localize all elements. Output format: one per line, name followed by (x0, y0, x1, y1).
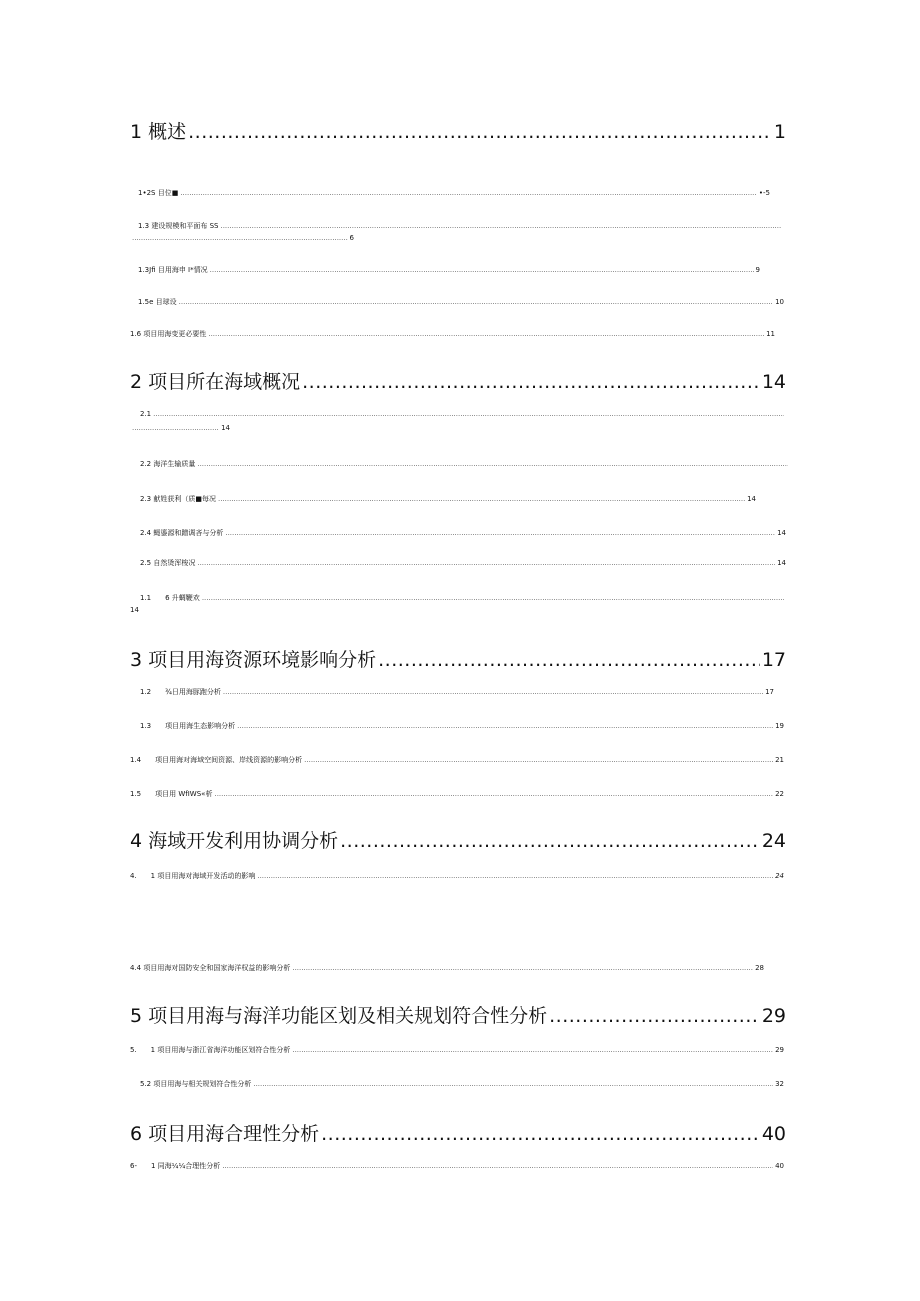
toc-section-3-2[interactable] (140, 687, 774, 697)
dot-leader (549, 1005, 760, 1027)
toc-section-3-4[interactable] (130, 755, 784, 765)
toc-section-3-5[interactable] (130, 789, 784, 799)
dot-leader (222, 1162, 773, 1170)
toc-section-label: 1•2S 目位■ (138, 189, 179, 197)
toc-chapter-label: 5 项目用海与海洋功能区划及相关规划符合性分析 (130, 1005, 548, 1027)
toc-section-4-4[interactable] (130, 963, 764, 973)
dot-leader (223, 688, 763, 696)
toc-chapter-1[interactable] (130, 117, 786, 144)
toc-section-label: 5.2 项目用海与相关规划符合性分析 (140, 1080, 252, 1088)
dot-leader (202, 594, 784, 602)
toc-page-number: 19 (775, 722, 784, 730)
toc-section-label: 1.4 项目用海对海域空间资源、岸线资源的影响分析 (130, 756, 303, 764)
dot-leader (132, 234, 348, 242)
dot-leader (340, 830, 760, 852)
dot-leader (225, 529, 775, 537)
toc-section-label: 1.6 项目用海变更必要性 (130, 330, 207, 338)
toc-section-6-1[interactable] (130, 1161, 784, 1171)
toc-section-label: 1.3 项目用海生态影响分析 (140, 722, 236, 730)
dot-leader (153, 410, 784, 418)
toc-section-label: 1.2 ¾日用海豚跑分析 (140, 688, 221, 696)
toc-chapter-4[interactable] (130, 826, 786, 853)
toc-page-number: 28 (755, 964, 764, 972)
toc-chapter-label: 4 海域开发利用协调分析 (130, 830, 339, 852)
toc-section-label: 1.1 6 升蜩鞭欢 (140, 594, 200, 602)
toc-section-label: 1.5e 目球设 (138, 298, 177, 306)
dot-leader (292, 964, 753, 972)
dot-leader (220, 222, 782, 230)
toc-section-4-1[interactable] (130, 871, 784, 881)
toc-page-number: 40 (761, 1123, 786, 1145)
toc-page-number: 1 (773, 121, 786, 143)
dot-leader (257, 872, 773, 880)
toc-section-2-3[interactable] (140, 494, 756, 504)
toc-page-number: 22 (775, 790, 784, 798)
toc-section-2-6-cont[interactable] (130, 606, 160, 614)
toc-chapter-label: 3 项目用海资源环境影响分析 (130, 649, 377, 671)
dot-leader (302, 371, 760, 393)
dot-leader (208, 330, 764, 338)
toc-chapter-3[interactable] (130, 645, 786, 672)
toc-section-2-1[interactable] (140, 410, 786, 418)
toc-section-1-2[interactable] (138, 188, 770, 198)
toc-section-label: 2.3 献姓获利（质■每况 (140, 495, 216, 503)
dot-leader (214, 790, 773, 798)
toc-chapter-2[interactable] (130, 367, 786, 394)
toc-chapter-6[interactable] (130, 1119, 786, 1146)
toc-section-1-5[interactable] (138, 297, 784, 307)
toc-chapter-label: 6 项目用海合理性分析 (130, 1123, 320, 1145)
toc-page-number: 6 (349, 234, 354, 242)
toc-page-number: 17 (761, 649, 786, 671)
dot-leader (179, 298, 773, 306)
toc-section-1-6[interactable] (130, 329, 775, 339)
toc-section-2-6[interactable] (140, 593, 786, 603)
toc-page-number: 14 (777, 529, 786, 537)
toc-section-label: 4. 1 项目用海对海域开发活动的影响 (130, 872, 256, 880)
toc-page-number: 29 (775, 1046, 784, 1054)
toc-section-1-3-cont[interactable] (130, 234, 354, 242)
toc-chapter-label: 1 概述 (130, 121, 187, 143)
toc-page-number: 24 (761, 830, 786, 852)
toc-section-1-3b[interactable] (138, 265, 760, 275)
toc-page-number: 14 (130, 606, 139, 614)
toc-section-5-1[interactable] (130, 1045, 784, 1055)
dot-leader (180, 189, 757, 197)
toc-chapter-label: 2 项目所在海域概况 (130, 371, 301, 393)
dot-leader (218, 495, 745, 503)
dot-leader (188, 121, 772, 143)
dot-leader (253, 1080, 773, 1088)
toc-section-label: 5. 1 项目用海与浙江省海洋功能区划符合性分析 (130, 1046, 291, 1054)
toc-section-label: 1.5 项目用 WfIWS«析 (130, 790, 213, 798)
dot-leader (237, 722, 773, 730)
toc-page-number: 14 (221, 424, 230, 432)
toc-section-label: 1.3Jfi 目用海申 I*情况 (138, 266, 208, 274)
toc-page-number: 29 (761, 1005, 786, 1027)
toc-section-label: 1.3 建设规模和平面布 SS (138, 222, 219, 230)
toc-page-number: 11 (766, 330, 775, 338)
toc-section-2-1-cont[interactable] (130, 424, 230, 432)
toc-section-3-3[interactable] (140, 721, 784, 731)
toc-section-2-2[interactable] (140, 459, 790, 469)
toc-page-number: 14 (777, 559, 786, 567)
toc-page-number: •-5 (758, 189, 770, 197)
toc-page-number: 21 (775, 756, 784, 764)
toc-section-5-2[interactable] (140, 1079, 784, 1089)
toc-page-number: 14 (747, 495, 756, 503)
toc-section-2-4[interactable] (140, 528, 786, 538)
toc-page-number: 32 (775, 1080, 784, 1088)
dot-leader (378, 649, 760, 671)
toc-section-label: 4.4 项目用海对国防安全和国家海洋权益的影响分析 (130, 964, 291, 972)
toc-section-2-5[interactable] (140, 558, 786, 568)
toc-section-label: 2.4 蝇鎏源和蹭调吝与分析 (140, 529, 224, 537)
toc-page-number: 17 (765, 688, 774, 696)
dot-leader (197, 460, 788, 468)
toc-page-number: 9 (755, 266, 760, 274)
toc-page-number: 40 (775, 1162, 784, 1170)
dot-leader (304, 756, 773, 764)
dot-leader (321, 1123, 760, 1145)
toc-section-label: 2.5 自然烫浑梭况 (140, 559, 196, 567)
dot-leader (292, 1046, 773, 1054)
toc-section-label: 2.1 (140, 410, 152, 418)
toc-page-number: 24 (775, 872, 784, 880)
dot-leader (197, 559, 775, 567)
toc-page-number: 10 (775, 298, 784, 306)
toc-section-label: 2.2 海洋生输质量 (140, 460, 196, 468)
toc-section-label: 6- 1 同海¼¼合理性分析 (130, 1162, 221, 1170)
toc-chapter-5[interactable] (130, 1001, 786, 1028)
toc-section-1-3[interactable] (138, 221, 784, 231)
dot-leader (210, 266, 754, 274)
dot-leader (132, 424, 219, 432)
toc-page-number: 14 (761, 371, 786, 393)
